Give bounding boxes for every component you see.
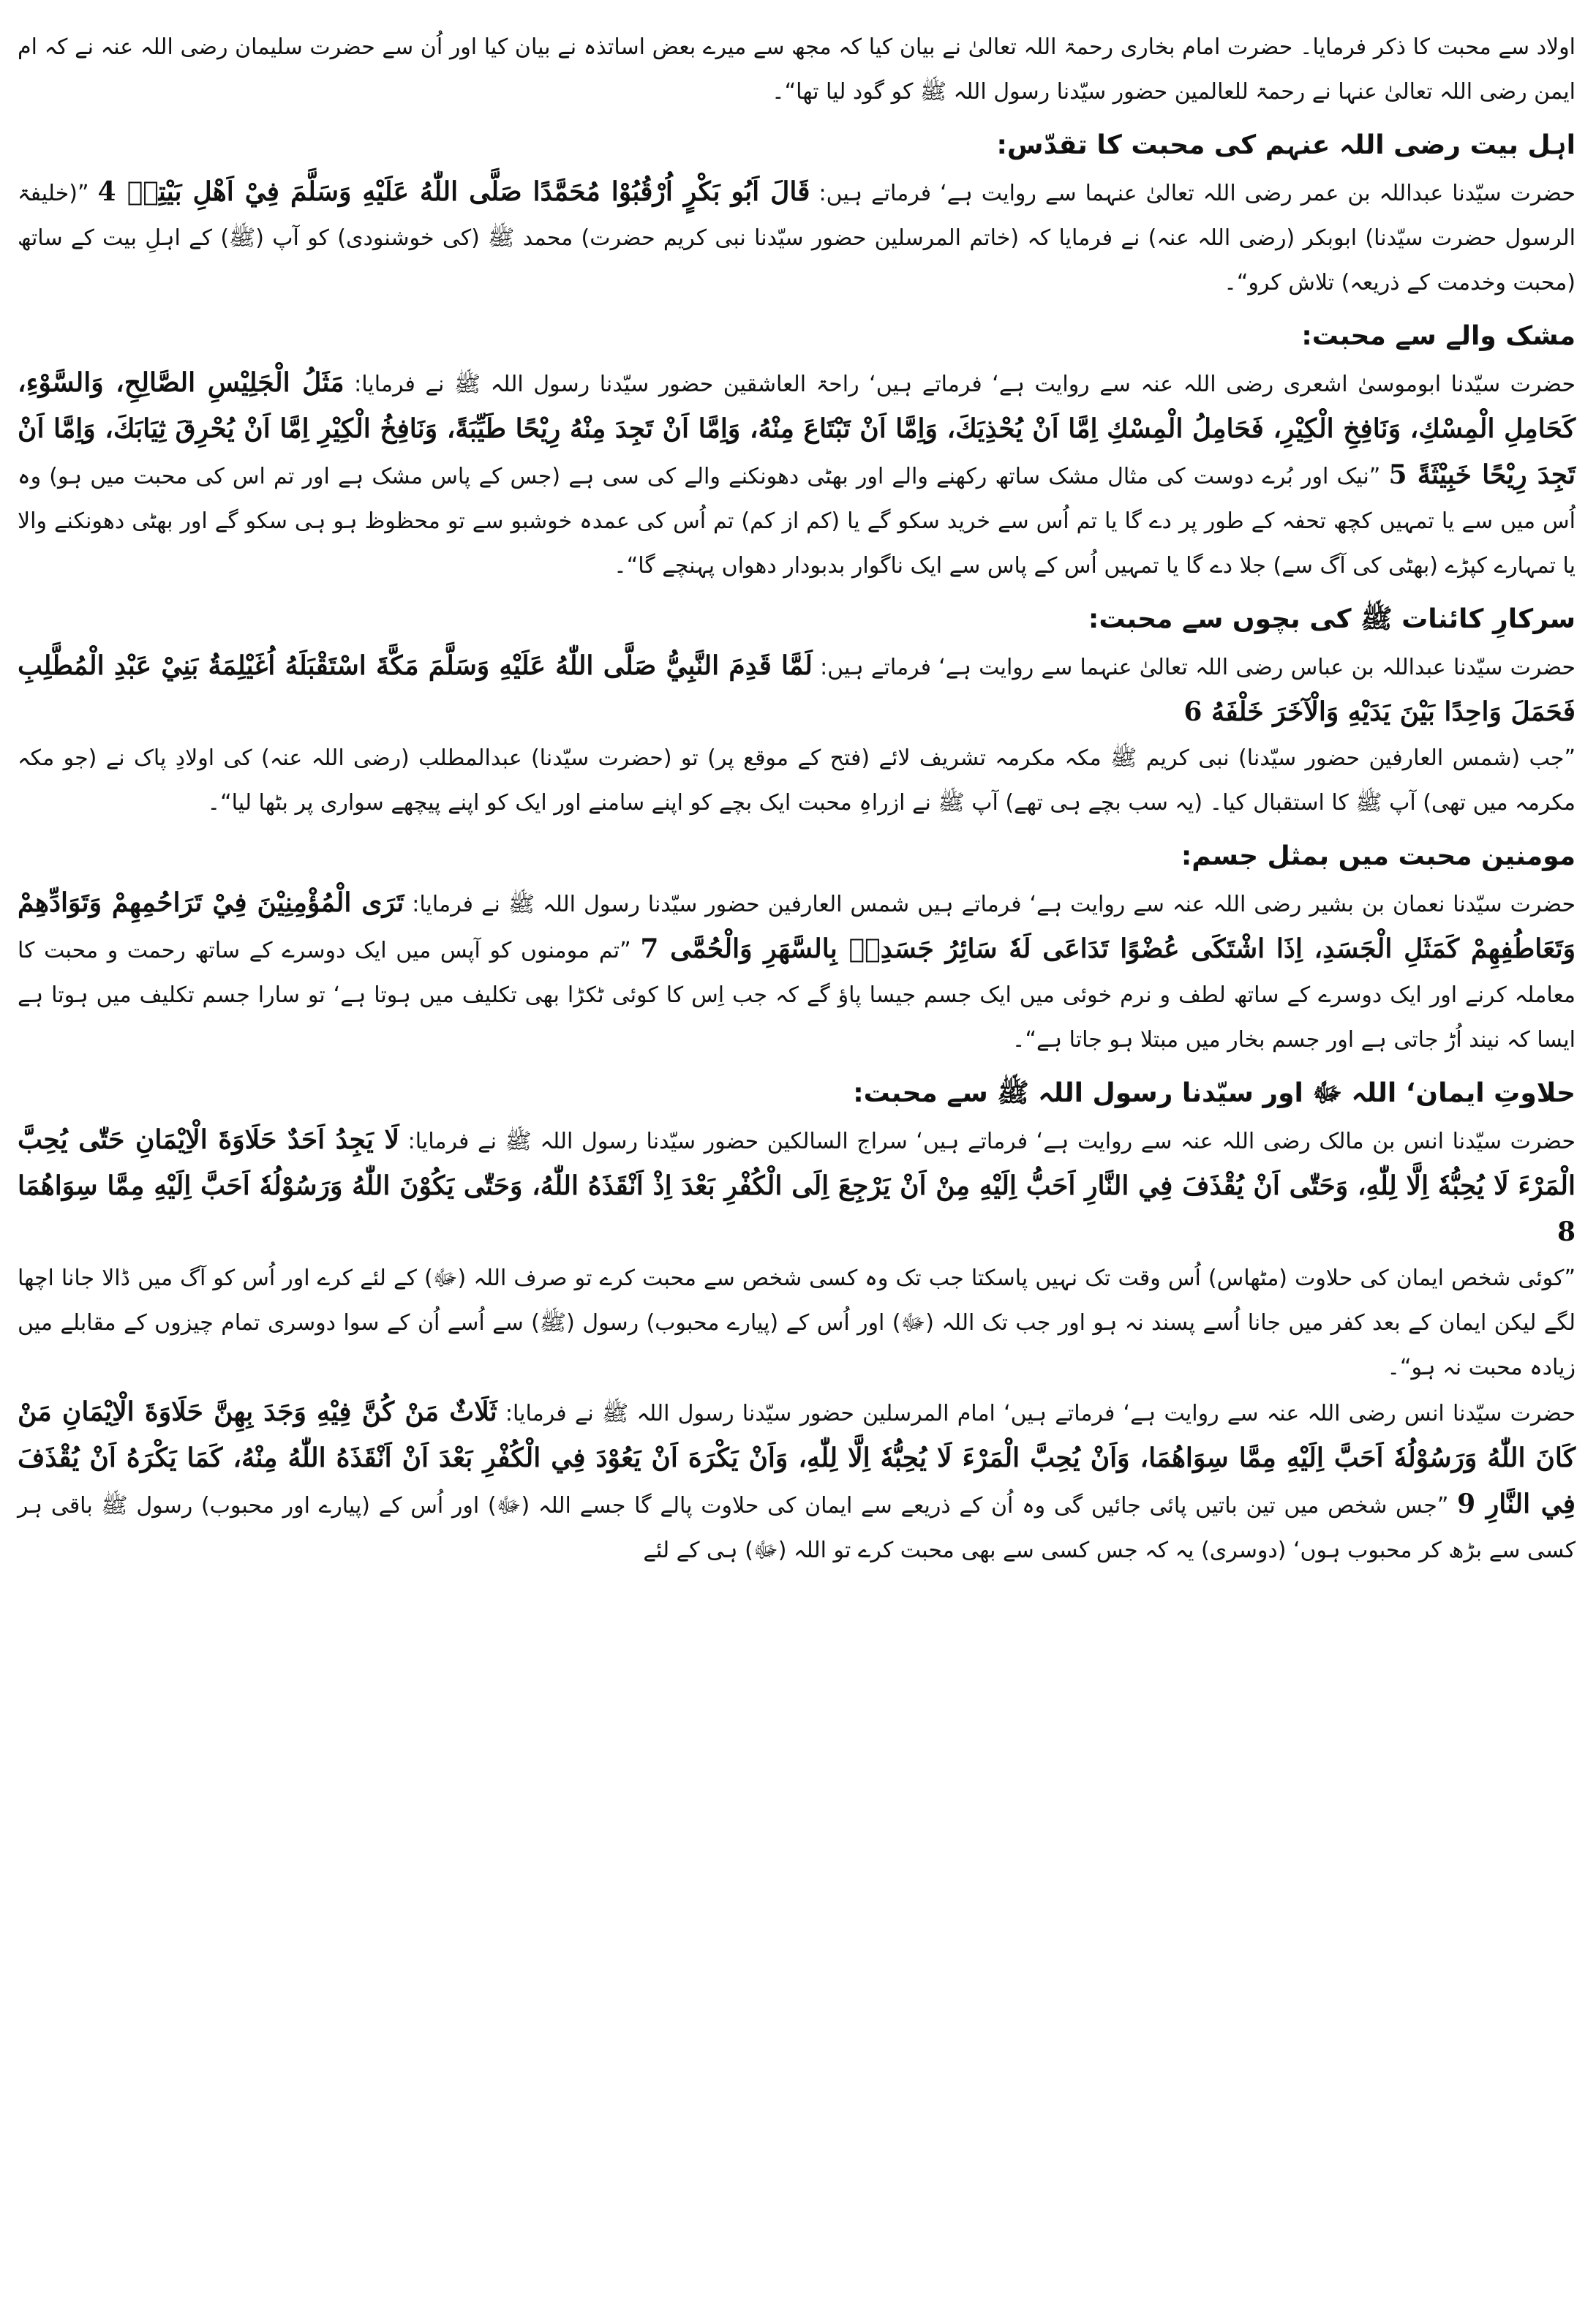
- heading-children: سرکارِ کائنات ﷺ کی بچوں سے محبت:: [1088, 604, 1576, 634]
- paragraph-6-arabic: لَا يَجِدُ اَحَدٌ حَلَاوَةَ الْاِيْمَانِ حَتّٰى يُحِبَّ الْمَرْءَ لَا يُحِبُّهٗ اِلَّا لِلّٰهِ، وَحَتّٰى اَنْ يُقْذَفَ فِي النَّارِ اَحَبُّ اِلَيْهِ مِنْ اَنْ يَرْجِعَ اِلَى الْكُفْرِ بَعْدَ اِذْ اَنْقَذَهُ اللّٰهُ، وَحَتّٰى يَكُوْنَ اللّٰهُ وَرَسُوْلُهٗ اَحَبَّ اِلَيْهِ مِمَّا سِوَاهُمَا 8: [18, 1124, 1576, 1247]
- paragraph-3-translation: ”نیک اور بُرے دوست کی مثال مشک ساتھ رکھنے والے اور بھٹی دھونکنے والے کی سی ہے (جس کے پاس مشک ہے اور تم اس کی محبت میں ہو) وہ اُس میں سے یا تمہیں کچھ تحفہ کے طور پر دے گا یا تم اُس سے خرید سکو گے یا (کم از کم) تم اُس کی عمدہ خوشبو سے تو محظوظ ہو ہی سکو گے اور بھٹی دھونکنے والا یا تمہارے کپڑے (بھٹی کی آگ سے) جلا دے گا یا تمہیں اُس کے پاس سے ایک ناگوار بدبودار دھواں پہنچے گا“۔: [18, 464, 1576, 579]
- paragraph-6: [18, 1118, 1576, 1390]
- paragraph-2: [18, 170, 1576, 305]
- paragraph-5-arabic: تَرَى الْمُؤْمِنِيْنَ فِيْ تَرَاحُمِهِمْ وَتَوَادِّهِمْ وَتَعَاطُفِهِمْ كَمَثَلِ الْجَسَدِ، اِذَا اشْتَكَى عُضْوًا تَدَاعَى لَهٗ سَائِرُ جَسَدِهٖ بِالسَّهَرِ وَالْحُمَّى 7: [18, 887, 1576, 964]
- heading-halawat: حلاوتِ ایمان‘ اللہ ﷻ اور سیّدنا رسول اللہ ﷺ سے محبت:: [853, 1078, 1576, 1108]
- heading-ahl-e-bait: اہل بیت رضی اللہ عنہم کی محبت کا تقدّس:: [996, 130, 1576, 160]
- paragraph-4-arabic: لَمَّا قَدِمَ النَّبِيُّ صَلَّى اللّٰهُ عَلَيْهِ وَسَلَّمَ مَكَّةَ اسْتَقْبَلَهُ اُغَيْلِمَةُ بَنِيْ عَبْدِ الْمُطَّلِبِ فَحَمَلَ وَاحِدًا بَيْنَ يَدَيْهِ وَالْآخَرَ خَلْفَهُ 6: [18, 650, 1576, 727]
- paragraph-6-urdu: حضرت سیّدنا انس بن مالک رضی اللہ عنہ سے روایت ہے‘ فرماتے ہیں‘ سراج السالکین حضور سیّدنا رسول اللہ ﷺ نے فرمایا:: [407, 1129, 1576, 1154]
- paragraph-7-arabic: ثَلَاثٌ مَنْ كُنَّ فِيْهِ وَجَدَ بِهِنَّ حَلَاوَةَ الْاِيْمَانِ مَنْ كَانَ اللّٰهُ وَرَسُوْلُهٗ اَحَبَّ اِلَيْهِ مِمَّا سِوَاهُمَا، وَاَنْ يُحِبَّ الْمَرْءَ لَا يُحِبُّهٗ اِلَّا لِلّٰهِ، وَاَنْ يَكْرَهَ اَنْ يَعُوْدَ فِي الْكُفْرِ بَعْدَ اَنْ اَنْقَذَهُ اللّٰهُ مِنْهُ، كَمَا يَكْرَهُ اَنْ يُقْذَفَ فِي النَّارِ 9: [18, 1396, 1576, 1519]
- paragraph-5-urdu: حضرت سیّدنا نعمان بن بشیر رضی اللہ عنہ سے روایت ہے‘ فرماتے ہیں شمس العارفین حضور سیّدنا رسول اللہ ﷺ نے فرمایا:: [412, 892, 1576, 917]
- paragraph-4: [18, 644, 1576, 825]
- paragraph-3: [18, 361, 1576, 588]
- paragraph-4-urdu: حضرت سیّدنا عبداللہ بن عباس رضی اللہ تعالیٰ عنہما سے روایت ہے‘ فرماتے ہیں:: [820, 655, 1576, 680]
- paragraph-2-arabic: قَالَ اَبُو بَكْرٍ اُرْقُبُوْا مُحَمَّدًا صَلَّى اللّٰهُ عَلَيْهِ وَسَلَّمَ فِيْ اَهْلِ بَيْتِهٖ 4: [97, 176, 810, 207]
- paragraph-1: [18, 25, 1576, 114]
- paragraph-5-translation: ”تم مومنوں کو آپس میں ایک دوسرے کے ساتھ رحمت و محبت کا معاملہ کرنے اور ایک دوسرے کے ساتھ لطف و نرم خوئی میں ایک جسم جیسا پاؤ گے کہ جب اِس کا کوئی ٹکڑا بھی تکلیف میں ہوتا ہے‘ تو سارا جسم تکلیف میں ہوتا ہے ایسا کہ نیند اُڑ جاتی ہے اور جسم بخار میں مبتلا ہو جاتا ہے“۔: [18, 938, 1576, 1053]
- paragraph-2-urdu: حضرت سیّدنا عبداللہ بن عمر رضی اللہ تعالیٰ عنہما سے روایت ہے‘ فرماتے ہیں:: [818, 181, 1576, 206]
- paragraph-5: [18, 881, 1576, 1062]
- paragraph-3-arabic: مَثَلُ الْجَلِيْسِ الصَّالِحِ، وَالسَّوْءِ، كَحَامِلِ الْمِسْكِ، وَنَافِخِ الْكِيْرِ، فَحَامِلُ الْمِسْكِ اِمَّا اَنْ يُحْذِيَكَ، وَاِمَّا اَنْ تَبْتَاعَ مِنْهُ، وَاِمَّا اَنْ تَجِدَ مِنْهُ رِيْحًا طَيِّبَةً، وَنَافِخُ الْكِيْرِ اِمَّا اَنْ يُحْرِقَ ثِيَابَكَ، وَاِمَّا اَنْ تَجِدَ رِيْحًا خَبِيْثَةً 5: [18, 367, 1576, 490]
- heading-momineen: مومنین محبت میں بمثل جسم:: [1181, 841, 1576, 871]
- paragraph-6-translation: ”کوئی شخص ایمان کی حلاوت (مٹھاس) اُس وقت تک نہیں پاسکتا جب تک وہ کسی شخص سے محبت کرے تو صرف اللہ (ﷻ) کے لئے کرے اور اُس کو آگ میں ڈالا جانا اچھا لگے لیکن ایمان کے بعد کفر میں جانا اُسے پسند نہ ہو اور جب تک اللہ (ﷻ) اور اُس کے (پیارے محبوب) رسول (ﷺ) سے اُسے اُن کے سوا دوسری تمام چیزوں کے مقابلے میں زیادہ محبت نہ ہو“۔: [18, 1265, 1576, 1380]
- paragraph-1-urdu: اولاد سے محبت کا ذکر فرمایا۔ حضرت امام بخاری رحمۃ اللہ تعالیٰ نے بیان کیا کہ مجھ سے میرے بعض اساتذہ نے بیان کیا اور اُن سے حضرت سلیمان رضی اللہ عنہ نے کہ ام ایمن رضی اللہ تعالیٰ عنہا نے رحمۃ للعالمین حضور سیّدنا رسول اللہ ﷺ کو گود لیا تھا“۔: [18, 34, 1576, 105]
- paragraph-2-translation: ”(خلیفۃ الرسول حضرت سیّدنا) ابوبکر (رضی اللہ عنہ) نے فرمایا کہ (خاتم المرسلین حضور سیّدنا نبی کریم حضرت) محمد ﷺ (کی خوشنودی) کو آپ (ﷺ) کے اہلِ بیت کے ساتھ (محبت وخدمت کے ذریعہ) تلاش کرو“۔: [18, 181, 1576, 296]
- paragraph-7-translation: ”جس شخص میں تین باتیں پائی جائیں گی وہ اُن کے ذریعے سے ایمان کی حلاوت پالے گا جسے اللہ (ﷻ) اور اُس کے (پیارے اور محبوب) رسول ﷺ باقی ہر کسی سے بڑھ کر محبوب ہوں‘ (دوسری) یہ کہ جس کسی سے بھی محبت کرے تو اللہ (ﷻ) ہی کے لئے: [18, 1493, 1576, 1563]
- heading-mushk: مشک والے سے محبت:: [1301, 321, 1576, 351]
- paragraph-3-urdu: حضرت سیّدنا ابوموسیٰ اشعری رضی اللہ عنہ سے روایت ہے‘ فرماتے ہیں‘ راحۃ العاشقین حضور سیّدنا رسول اللہ ﷺ نے فرمایا:: [354, 372, 1576, 397]
- paragraph-4-translation: ”جب (شمس العارفین حضور سیّدنا) نبی کریم ﷺ مکہ مکرمہ تشریف لائے (فتح کے موقع پر) تو (حضرت سیّدنا) عبدالمطلب (رضی اللہ عنہ) کی اولادِ پاک نے (جو مکہ مکرمہ میں تھی) آپ ﷺ کا استقبال کیا۔ (یہ سب بچے ہی تھے) آپ ﷺ نے ازراہِ محبت ایک بچے کو اپنے سامنے اور ایک کو اپنے پیچھے سواری پر بٹھا لیا“۔: [18, 745, 1576, 816]
- paragraph-7-urdu: حضرت سیّدنا انس رضی اللہ عنہ سے روایت ہے‘ فرماتے ہیں‘ امام المرسلین حضور سیّدنا رسول اللہ ﷺ نے فرمایا:: [505, 1401, 1576, 1426]
- paragraph-7: [18, 1390, 1576, 1573]
